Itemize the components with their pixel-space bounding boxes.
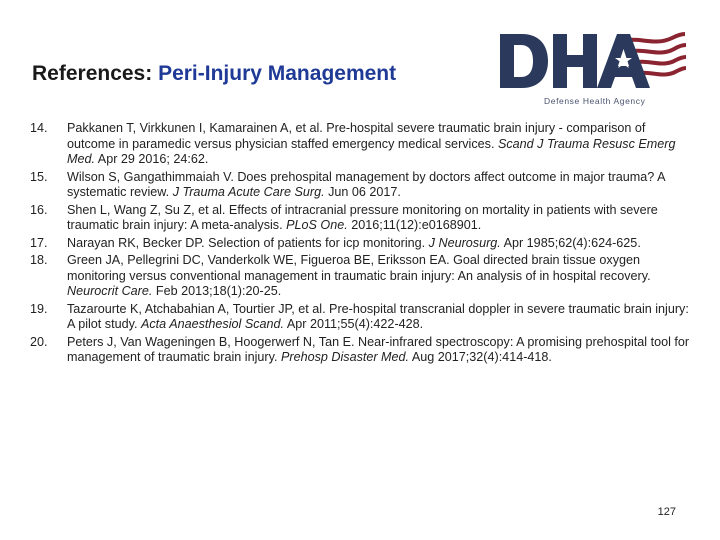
reference-number: 20.: [30, 334, 48, 349]
reference-text: Narayan RK, Becker DP. Selection of patients for icp monitoring.: [67, 235, 429, 250]
reference-item: [30, 203, 690, 234]
reference-citation: Apr 29 2016; 24:62.: [95, 152, 209, 167]
reference-number: 19.: [30, 301, 48, 316]
reference-journal: Scand J Trauma Resusc Emerg Med.: [67, 136, 676, 167]
page-number: 127: [657, 506, 676, 518]
reference-text: Shen L, Wang Z, Su Z, et al. Effects of intracranial pressure monitoring on mortality in patients with severe traumatic brain injury: A meta-analysis.: [67, 202, 658, 233]
reference-journal: PLoS One.: [286, 218, 348, 233]
title-accent: Peri-Injury Management: [158, 62, 397, 85]
reference-item: [30, 253, 690, 300]
references-list: [30, 121, 690, 367]
reference-journal: J Trauma Acute Care Surg.: [172, 185, 325, 200]
reference-citation: Jun 06 2017.: [324, 185, 401, 200]
reference-number: 17.: [30, 235, 48, 250]
dha-logo: [496, 20, 686, 112]
reference-text: Pakkanen T, Virkkunen I, Kamarainen A, et al. Pre-hospital severe traumatic brain injury - comparison of outcome in paramedic versus physician staffed emergency medical services.: [67, 121, 646, 151]
reference-citation: Feb 2013;18(1):20-25.: [152, 284, 282, 299]
reference-number: 18.: [30, 252, 48, 267]
reference-citation: Aug 2017;32(4):414-418.: [409, 350, 552, 365]
reference-number: 14.: [30, 121, 48, 135]
reference-text: Green JA, Pellegrini DC, Vanderkolk WE, Figueroa BE, Eriksson EA. Goal directed brain tissue oxygen monitoring versus conventional management in traumatic brain injury: An analysis of in hospital recovery.: [67, 252, 651, 283]
reference-text: Wilson S, Gangathimmaiah V. Does prehospital management by doctors affect outcome in major trauma? A systematic review.: [67, 169, 665, 200]
reference-journal: Acta Anaesthesiol Scand.: [140, 317, 285, 332]
reference-item: [30, 170, 690, 201]
reference-journal: Prehosp Disaster Med.: [280, 350, 410, 365]
reference-citation: Apr 1985;62(4):624-625.: [500, 235, 641, 250]
reference-citation: Apr 2011;55(4):422-428.: [284, 317, 424, 332]
reference-citation: 2016;11(12):e0168901.: [347, 218, 482, 233]
reference-number: 15.: [30, 169, 48, 184]
reference-journal: J Neurosurg.: [428, 235, 501, 250]
reference-item: [30, 335, 690, 366]
slide-title: [32, 62, 396, 86]
reference-item: [30, 302, 690, 333]
reference-text: Peters J, Van Wageningen B, Hoogerwerf N, Tan E. Near-infrared spectroscopy: A promising prehospital tool for management of traumatic brain injury.: [67, 334, 690, 365]
reference-text: Tazarourte K, Atchabahian A, Tourtier JP, et al. Pre-hospital transcranial doppler in severe traumatic brain injury: A pilot study.: [67, 301, 689, 332]
title-prefix: References:: [32, 62, 159, 85]
reference-item: [30, 121, 690, 168]
reference-number: 16.: [30, 202, 48, 217]
reference-journal: Neurocrit Care.: [67, 284, 153, 299]
logo-tagline: Defense Health Agency: [544, 96, 646, 106]
reference-item: [30, 236, 690, 252]
